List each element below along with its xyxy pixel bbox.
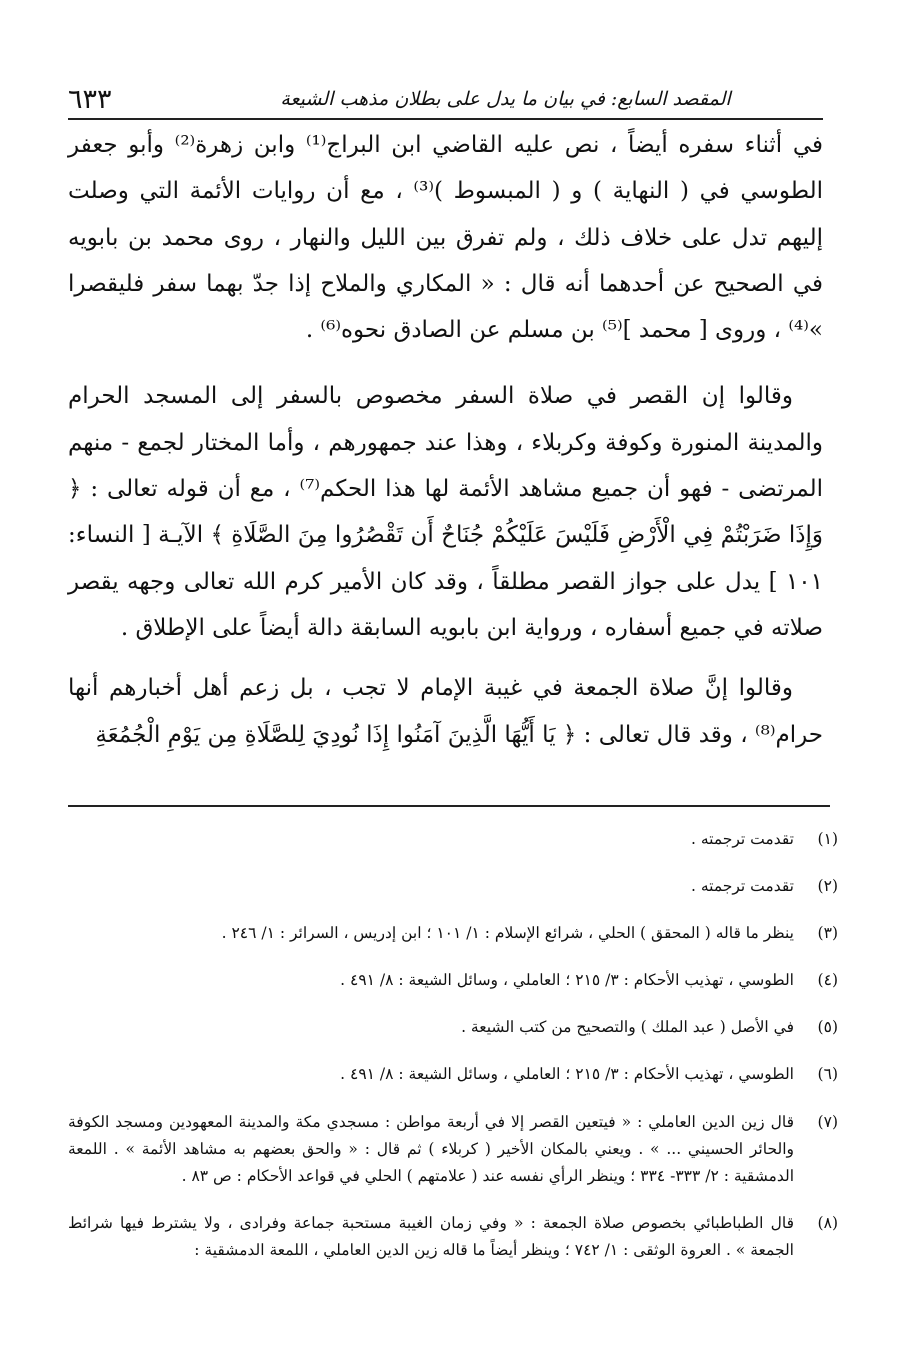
footnote-text: قال زين الدين العاملي : « فيتعين القصر إلا في أربعة مواطن : مسجدي مكة والمدينة المعهودين ومسجد الكوفة والحائر الحسيني ... » . ويعني بالمكان الأخير ( كربلاء ) ثم قال : « والحق بعضهم به مشاهد الأئمة » . اللمعة الدمشقية : ٢/ ٣٣٣- ٣٣٤ ؛ وينظر الرأي نفسه عند ( علامتهم ) الحلي في قواعد الأحكام : ص ٨٣ . <box>68 1113 794 1185</box>
footnote-text: قال الطباطبائي بخصوص صلاة الجمعة : « وفي زمان الغيبة مستحبة جماعة وفرادى ، ولا يشترط فيها شرائط الجمعة » . العروة الوثقى : ١/ ٧٤٢ ؛ وينظر أيضاً ما قاله زين الدين العاملي ، اللمعة الدمشقية : <box>68 1214 794 1259</box>
footnote-text: الطوسي ، تهذيب الأحكام : ٣/ ٢١٥ ؛ العاملي ، وسائل الشيعة : ٨/ ٤٩١ . <box>340 1065 794 1083</box>
page-number: ٦٣٣ <box>68 84 112 115</box>
paragraph: في أثناء سفره أيضاً ، نص عليه القاضي ابن البراج⁽¹⁾ وابن زهرة⁽²⁾ وأبو جعفر الطوسي في ( النهاية ) و ( المبسوط )⁽³⁾ ، مع أن روايات الأئمة التي وصلت إليهم تدل على خلاف ذلك ، ولم تفرق بين الليل والنهار ، روى محمد بن بابويه في الصحيح عن أحدهما أنه قال : « المكاري والملاح إذا جدّ بهما سفر فليقصرا »⁽⁴⁾ ، وروى [ محمد ]⁽⁵⁾ بن مسلم عن الصادق نحوه⁽⁶⁾ . <box>68 132 824 344</box>
footnote-item <box>68 1210 838 1264</box>
footnote-text: تقدمت ترجمته . <box>691 830 794 848</box>
footnote-item <box>68 1109 838 1190</box>
footnote-number: (٨) <box>817 1214 838 1232</box>
footnote-item <box>68 920 838 947</box>
running-title: المقصد السابع: في بيان ما يدل على بطلان مذهب الشيعة <box>280 88 731 110</box>
footnote-item <box>68 1061 838 1088</box>
footnote-item <box>68 967 838 994</box>
footnote-text: ينظر ما قاله ( المحقق ) الحلي ، شرائع الإسلام : ١/ ١٠١ ؛ ابن إدريس ، السرائر : ١/ ٢٤٦ . <box>221 924 794 942</box>
page-header <box>68 78 823 120</box>
footnote-text: في الأصل ( عبد الملك ) والتصحيح من كتب الشيعة . <box>461 1018 794 1036</box>
footnotes <box>68 826 838 1264</box>
footnote-separator <box>68 805 830 807</box>
footnote-number: (٦) <box>817 1065 838 1083</box>
footnote-number: (٥) <box>817 1018 838 1036</box>
footnote-number: (٧) <box>817 1113 838 1131</box>
footnote-number: (٣) <box>817 924 838 942</box>
footnote-item <box>68 826 838 853</box>
main-text <box>68 122 823 758</box>
footnote-number: (٢) <box>817 877 838 895</box>
footnote-number: (٤) <box>817 971 838 989</box>
footnote-text: الطوسي ، تهذيب الأحكام : ٣/ ٢١٥ ؛ العاملي ، وسائل الشيعة : ٨/ ٤٩١ . <box>340 971 794 989</box>
paragraph: وقالوا إن القصر في صلاة السفر مخصوص بالسفر إلى المسجد الحرام والمدينة المنورة وكوفة وكربلاء ، وهذا عند جمهورهم ، وأما المختار لجمع - منهم المرتضى - فهو أن جميع مشاهد الأئمة لها هذا الحكم⁽⁷⁾ ، مع أن قوله تعالى : ﴿ وَإِذَا ضَرَبْتُمْ فِي الْأَرْضِ فَلَيْسَ عَلَيْكُمْ جُنَاحٌ أَن تَقْصُرُوا مِنَ الصَّلَاةِ ﴾ الآيـة [ النساء: ١٠١ ] يدل على جواز القصر مطلقاً ، وقد كان الأمير كرم الله تعالى وجهه يقصر صلاته في جميع أسفاره ، ورواية ابن بابويه السابقة دالة أيضاً على الإطلاق . <box>68 383 824 641</box>
footnote-item <box>68 873 838 900</box>
footnote-item <box>68 1014 838 1041</box>
paragraph: وقالوا إنَّ صلاة الجمعة في غيبة الإمام لا تجب ، بل زعم أهل أخبارهم أنها حرام⁽⁸⁾ ، وقد قال تعالى : ﴿ يَا أَيُّهَا الَّذِينَ آمَنُوا إِذَا نُودِيَ لِلصَّلَاةِ مِن يَوْمِ الْجُمُعَةِ <box>68 675 823 748</box>
footnote-number: (١) <box>817 830 838 848</box>
footnote-text: تقدمت ترجمته . <box>691 877 794 895</box>
